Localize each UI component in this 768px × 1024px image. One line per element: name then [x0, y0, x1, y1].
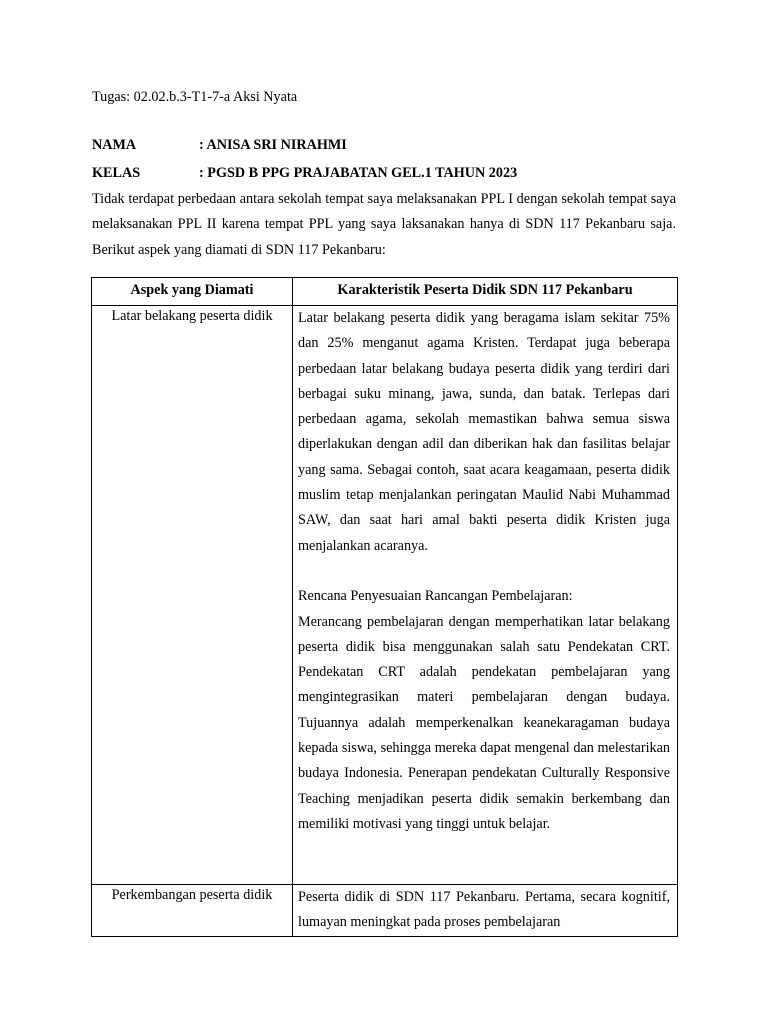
description-cell: [293, 885, 678, 937]
header-aspect: Aspek yang Diamati: [92, 278, 293, 306]
description-text: Peserta didik di SDN 117 Pekanbaru. Pertama, secara kognitif, lumayan meningkat pada proses pembelajaran: [298, 889, 670, 931]
class-value: : PGSD B PPG PRAJABATAN GEL.1 TAHUN 2023: [199, 165, 518, 181]
name-value: : ANISA SRI NIRAHMI: [199, 137, 347, 153]
header-characteristics: Karakteristik Peserta Didik SDN 117 Pekanbaru: [293, 278, 678, 306]
paragraph-spacer: [298, 559, 670, 584]
aspect-cell: Perkembangan peserta didik: [92, 885, 293, 937]
table-header-row: [92, 278, 678, 306]
plan-heading: Rencana Penyesuaian Rancangan Pembelajaran:: [298, 588, 573, 605]
task-title: Tugas: 02.02.b.3-T1-7-a Aksi Nyata: [92, 89, 298, 105]
table-row: [92, 306, 678, 885]
plan-text: Merancang pembelajaran dengan memperhatikan latar belakang peserta didik bisa menggunakan salah satu Pendekatan CRT. Pendekatan CRT adalah pendekatan pembelajaran yang mengintegrasikan materi pembelajaran dengan budaya. Tujuannya adalah memperkenalkan keanekaragaman budaya kepada siswa, sehingga mereka dapat mengenal dan melestarikan budaya Indonesia. Penerapan pendekatan Culturally Responsive Teaching menjadikan peserta didik semakin berkembang dan memiliki motivasi yang tinggi untuk belajar.: [298, 613, 670, 832]
aspect-cell: Latar belakang peserta didik: [92, 306, 293, 885]
class-row: [92, 164, 517, 182]
name-row: [92, 136, 347, 154]
description-cell: [293, 306, 678, 885]
observation-table: [91, 277, 678, 937]
table-row: [92, 885, 678, 937]
class-label: KELAS: [92, 165, 141, 181]
description-text: Latar belakang peserta didik yang beragama islam sekitar 75% dan 25% menganut agama Kristen. Terdapat juga beberapa perbedaan latar belakang budaya peserta didik yang terdiri dari berbagai suku minang, jawa, sunda, dan batak. Terlepas dari perbedaan agama, sekolah memastikan bahwa semua siswa diperlakukan dengan adil dan diberikan hak dan fasilitas belajar yang sama. Sebagai contoh, saat acara keagamaan, peserta didik muslim tetap menjalankan peringatan Maulid Nabi Muhammad SAW, dan saat hari amal bakti peserta didik Kristen juga menjalankan acaranya.: [298, 310, 670, 554]
intro-paragraph: Tidak terdapat perbedaan antara sekolah tempat saya melaksanakan PPL I dengan sekolah tempat saya melaksanakan PPL II karena tempat PPL yang saya laksanakan hanya di SDN 117 Pekanbaru saja. Berikut aspek yang diamati di SDN 117 Pekanbaru:: [92, 191, 676, 258]
name-label: NAMA: [92, 137, 137, 153]
